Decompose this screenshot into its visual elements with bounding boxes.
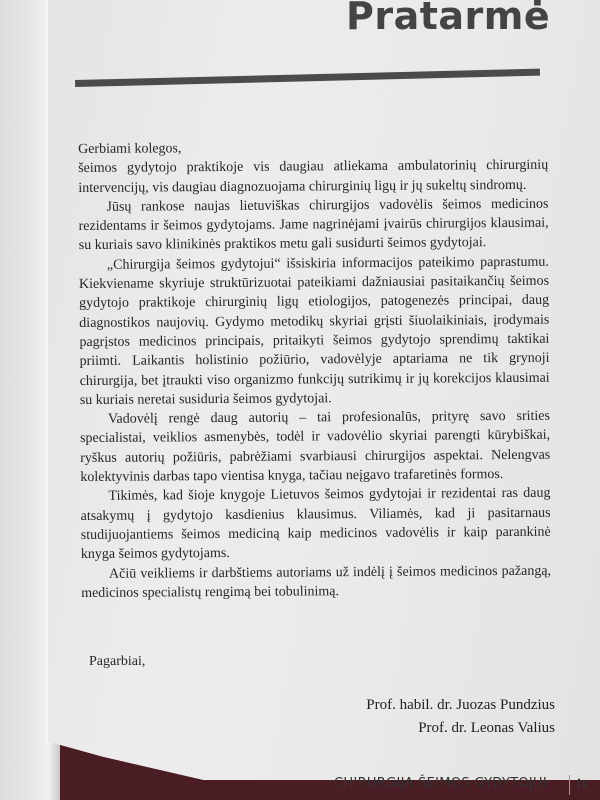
paragraph-6: Ačiū veikliems ir darbštiems autoriams už indėlį į šeimos medicinos pažangą, medicinos specialistų rengimą bei tobulinimą. (81, 563, 552, 601)
signature-1: Prof. habil. dr. Juozas Pundzius (366, 697, 555, 713)
page-number: ix (577, 777, 588, 792)
paragraph-1: šeimos gydytojo praktikoje vis daugiau atliekama ambulatorinių chirurginių intervencijų, vis daugiau diagnozuojama chirurginių ligų ir jų sukeltų sindromų. (78, 158, 549, 196)
paragraph-3: „Chirurgija šeimos gydytojui“ išsiskiria informacijos pateikimo paprastumu. Kiekviename skyriuje struktūrizuotai pateikiami dažniausiai pasitaikančių šeimos gydytojo praktikoje chirurginių ligų etiologijos, patogenezės principai, daug diagnostikos naujovių. Gydymo metodikų skyriai grįsti šiuolaikiniais, įrodymais pagrįstos medicinos principais, pritaikyti šeimos gydytojo sprendimų taktikai priimti. Laikantis holistinio požiūrio, vadovėlyje aptariama ne tik grynoji chirurgija, bet įtraukti viso organizmo funkcijų sutrikimų ir jų korekcijos klausimai su kuriais neretai susiduria šeimos gydytojai. (78, 254, 550, 408)
salutation: Gerbiami kolegos, (78, 141, 182, 157)
page-title: Pratarmė (346, 0, 551, 38)
preface-body (78, 137, 551, 603)
signature-2: Prof. dr. Leonas Valius (418, 720, 555, 736)
paragraph-2: Jūsų rankose naujas lietuviškas chirurgijos vadovėlis šeimos medicinos rezidentams ir šeimos gydytojams. Jame nagrinėjami įvairūs chirurgijos klausimai, su kuriais savo klinikinės praktikos metu gali susidurti šeimos gydytojai. (78, 196, 549, 254)
closing-line: Pagarbiai, (89, 654, 146, 669)
paragraph-4: Vadovėlį rengė daug autorių – tai profesionalūs, prityrę savo srities specialistai, veiklios asmenybės, todėl ir vadovėlio skyriai parengti kūrybiškai, ryškus autorių požiūris, pabrėžiami svarbiausi chirurgijos aspektai. Nelengvas kolektyvinis darbas tapo vientisa knyga, tačiau neįgavo trafaretinės formos. (80, 408, 551, 486)
footer-divider (569, 775, 570, 795)
signature-block (366, 694, 555, 740)
running-footer-title: CHIRURGIJA ŠEIMOS GYDYTOJUI (334, 776, 548, 791)
paragraph-5: Tikimės, kad šioje knygoje Lietuvos šeimos gydytojai ir rezidentai ras daug atsakymų į gydytojo kasdienius klausimus. Viliamės, kad ji pasitarnaus studijuojantiems šeimos mediciną kaip medicinos vadovėlis ir kaip parankinė knyga šeimos gydytojams. (80, 486, 551, 563)
